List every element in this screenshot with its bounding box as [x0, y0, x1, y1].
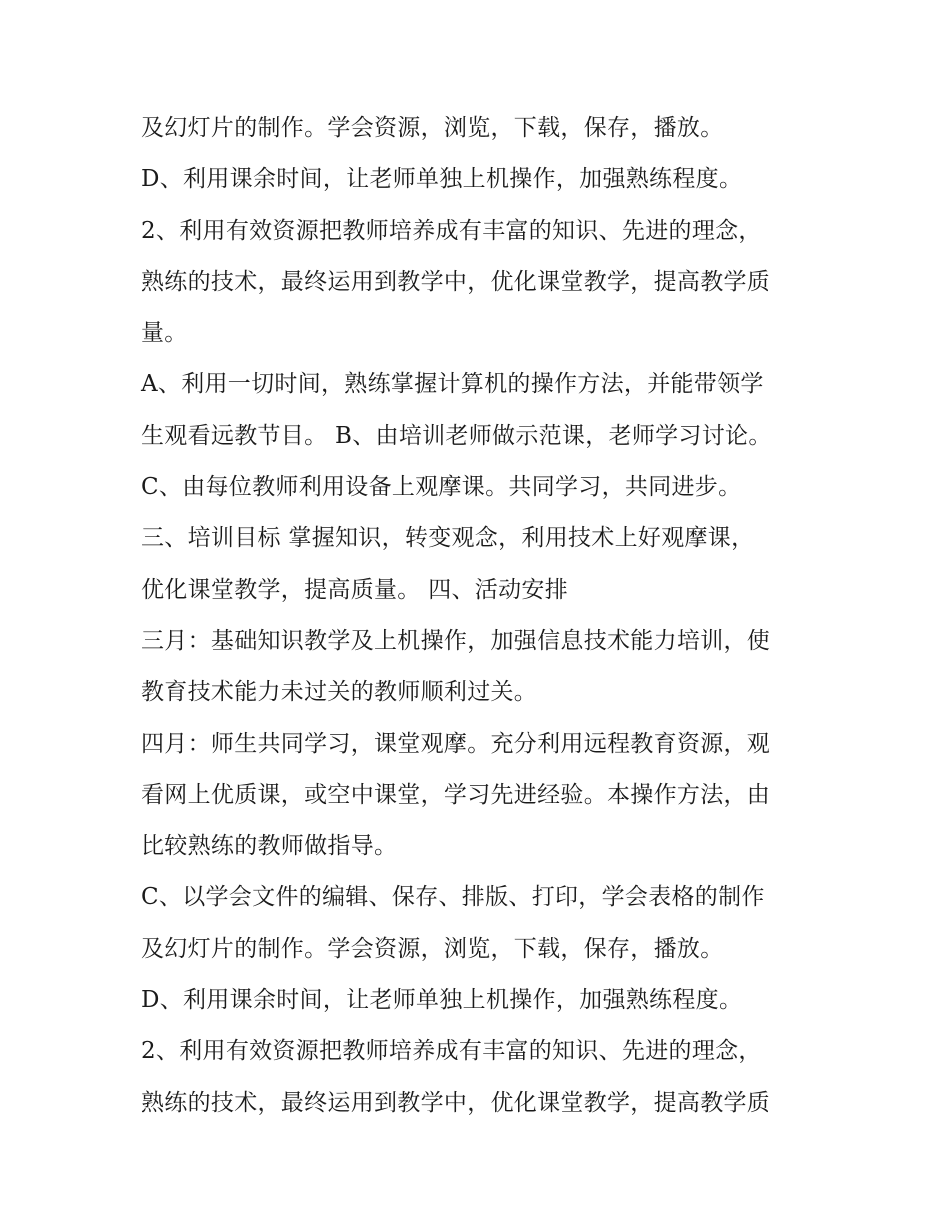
text-line: 三、培训目标 掌握知识，转变观念，利用技术上好观摩课，: [141, 525, 755, 552]
text-line: 熟练的技术，最终运用到教学中，优化课堂教学，提高教学质: [141, 1089, 771, 1116]
text-line: 量。: [141, 320, 188, 347]
text-line: A、利用一切时间，熟练掌握计算机的操作方法，并能带领学: [141, 371, 764, 398]
text-line: 比较熟练的教师做指导。: [141, 833, 398, 860]
text-line: 生观看远教节目。 B、由培训老师做示范课，老师学习讨论。: [141, 422, 772, 449]
text-line: 及幻灯片的制作。学会资源，浏览，下载，保存，播放。: [141, 935, 724, 962]
document-body: [141, 103, 821, 1129]
text-line: D、利用课余时间，让老师单独上机操作，加强熟练程度。: [141, 987, 743, 1014]
text-line: 四月：师生共同学习，课堂观摩。充分利用远程教育资源，观: [141, 730, 771, 757]
text-line: C、由每位教师利用设备上观摩课。共同学习，共同进步。: [141, 474, 742, 501]
text-line: 教育技术能力未过关的教师顺利过关。: [141, 679, 538, 706]
text-line: 看网上优质课，或空中课堂，学习先进经验。本操作方法，由: [141, 781, 771, 808]
text-line: 三月：基础知识教学及上机操作，加强信息技术能力培训，使: [141, 627, 771, 654]
text-line: D、利用课余时间，让老师单独上机操作，加强熟练程度。: [141, 166, 743, 193]
text-line: C、以学会文件的编辑、保存、排版、打印，学会表格的制作: [141, 884, 765, 911]
text-line: 2、利用有效资源把教师培养成有丰富的知识、先进的理念，: [141, 217, 762, 244]
text-line: 优化课堂教学，提高质量。 四、活动安排: [141, 576, 569, 603]
text-line: 2、利用有效资源把教师培养成有丰富的知识、先进的理念，: [141, 1038, 762, 1065]
text-line: 及幻灯片的制作。学会资源，浏览，下载，保存，播放。: [141, 115, 724, 141]
text-line: 熟练的技术，最终运用到教学中，优化课堂教学，提高教学质: [141, 268, 771, 295]
